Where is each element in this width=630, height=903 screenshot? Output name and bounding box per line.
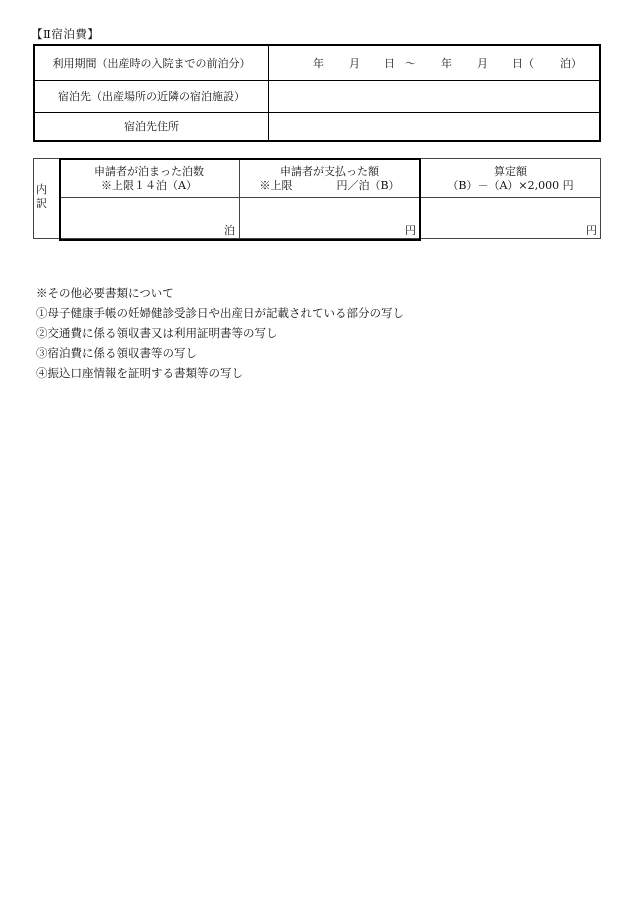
note-item-1: ①母子健康手帳の妊婦健診受診日や出産日が記載されている部分の写し <box>36 306 404 320</box>
nights-label: 泊） <box>560 57 582 70</box>
header-nights-line2: ※上限１４泊（A） <box>101 179 197 192</box>
note-item-4: ④振込口座情報を証明する書類等の写し <box>36 366 243 380</box>
year1-label: 年 <box>313 57 324 70</box>
label-lodging-address: 宿泊先住所 <box>35 112 269 140</box>
month2-label: 月 <box>477 57 488 70</box>
note-item-2: ②交通費に係る領収書又は利用証明書等の写し <box>36 326 278 340</box>
required-documents-notes <box>36 283 404 383</box>
row-lodging-place <box>35 80 599 113</box>
calculated-amount-input[interactable] <box>422 199 599 237</box>
month1-label: 月 <box>349 57 360 70</box>
header-calc-line1: 算定額 <box>494 165 527 178</box>
label-usage-period: 利用期間（出産時の入院までの前泊分） <box>35 46 269 80</box>
paid-amount-input[interactable] <box>241 199 418 237</box>
usage-period-field[interactable] <box>269 46 599 80</box>
header-paid-line1: 申請者が支払った額 <box>280 165 379 178</box>
header-nights <box>59 165 239 193</box>
lodging-place-field[interactable] <box>269 80 599 112</box>
row-lodging-address <box>35 112 599 140</box>
lodging-address-field[interactable] <box>269 112 599 140</box>
header-calc-line2: （B）－（A）×2,000 円 <box>447 179 574 192</box>
tilde: ～ <box>405 57 416 70</box>
year2-label: 年 <box>441 57 452 70</box>
row-usage-period <box>35 46 599 81</box>
lodging-info-table <box>33 44 601 142</box>
unit-nights: 泊 <box>224 224 235 237</box>
unit-yen-calc: 円 <box>586 224 597 237</box>
header-calculated-amount <box>420 165 601 193</box>
header-paid-line2: ※上限 円／泊（B） <box>259 179 400 192</box>
nights-input[interactable] <box>61 199 237 237</box>
breakdown-side-label-2: 訳 <box>36 197 47 210</box>
day1-label: 日 <box>384 57 395 70</box>
breakdown-side-label <box>36 183 47 211</box>
notes-heading: ※その他必要書類について <box>36 286 174 300</box>
header-paid-amount <box>239 165 420 193</box>
header-nights-line1: 申請者が泊まった泊数 <box>94 165 204 178</box>
day2-label: 日（ <box>512 57 534 70</box>
section-title: 【Ⅱ宿泊費】 <box>31 27 100 41</box>
note-item-3: ③宿泊費に係る領収書等の写し <box>36 346 197 360</box>
label-lodging-place: 宿泊先（出産場所の近隣の宿泊施設） <box>35 80 269 112</box>
breakdown-side-label-1: 内 <box>36 183 47 196</box>
unit-yen-paid: 円 <box>405 224 416 237</box>
